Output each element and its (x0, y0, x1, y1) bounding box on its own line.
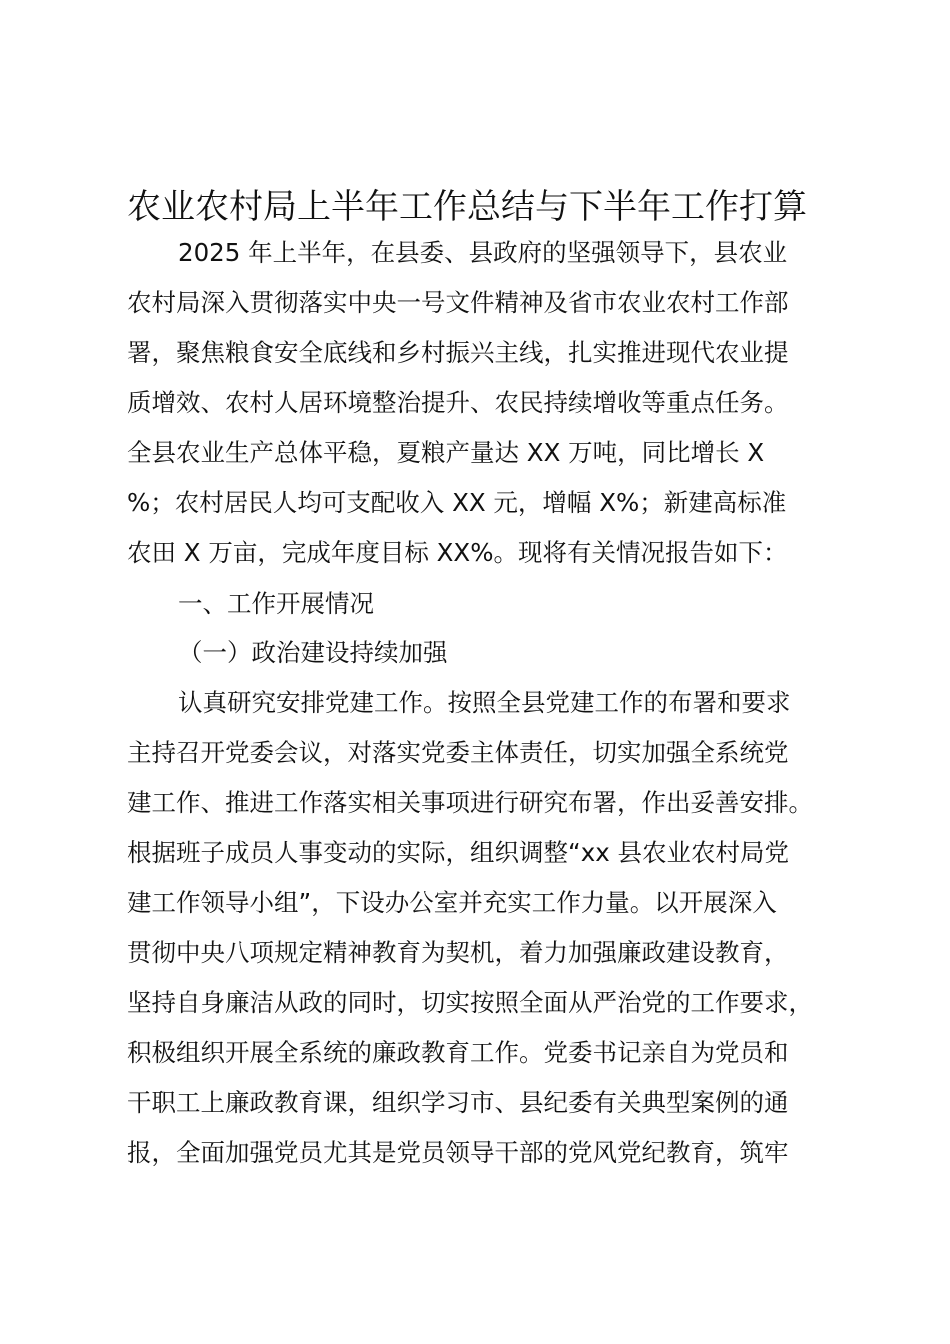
body-line-2: 主持召开党委会议，对落实党委主体责任，切实加强全系统党 (127, 738, 789, 767)
intro-line-4: 质增效、农村人居环境整治提升、农民持续增收等重点任务。 (127, 388, 789, 417)
body-line-10: 报，全面加强党员尤其是党员领导干部的党风党纪教育，筑牢 (127, 1138, 789, 1167)
body-line-1: 认真研究安排党建工作。按照全县党建工作的布署和要求 (178, 688, 791, 717)
intro-line-7: 农田 X 万亩，完成年度目标 XX%。现将有关情况报告如下： (127, 538, 788, 567)
body-line-5: 建工作领导小组”，下设办公室并充实工作力量。以开展深入 (127, 888, 777, 917)
subsection-heading: （一）政治建设持续加强 (178, 638, 448, 667)
body-line-7: 坚持自身廉洁从政的同时，切实按照全面从严治党的工作要求， (127, 988, 813, 1017)
intro-line-2: 农村局深入贯彻落实中央一号文件精神及省市农业农村工作部 (127, 288, 789, 317)
body-line-3: 建工作、推进工作落实相关事项进行研究布署，作出妥善安排。 (127, 788, 813, 817)
intro-line-6: %；农村居民人均可支配收入 XX 元，增幅 X%；新建高标准 (127, 488, 787, 517)
body-line-6: 贯彻中央八项规定精神教育为契机，着力加强廉政建设教育， (127, 938, 789, 967)
document-title: 农业农村局上半年工作总结与下半年工作打算 (127, 187, 807, 227)
body-line-8: 积极组织开展全系统的廉政教育工作。党委书记亲自为党员和 (127, 1038, 789, 1067)
intro-line-5: 全县农业生产总体平稳，夏粮产量达 XX 万吨，同比增长 X (127, 438, 765, 467)
intro-line-3: 署，聚焦粮食安全底线和乡村振兴主线，扎实推进现代农业提 (127, 338, 789, 367)
section-heading: 一、工作开展情况 (178, 589, 374, 618)
body-line-9: 干职工上廉政教育课，组织学习市、县纪委有关典型案例的通 (127, 1088, 789, 1117)
intro-line-1: 2025 年上半年，在县委、县政府的坚强领导下，县农业 (178, 238, 788, 267)
body-line-4: 根据班子成员人事变动的实际，组织调整“xx 县农业农村局党 (127, 838, 789, 867)
